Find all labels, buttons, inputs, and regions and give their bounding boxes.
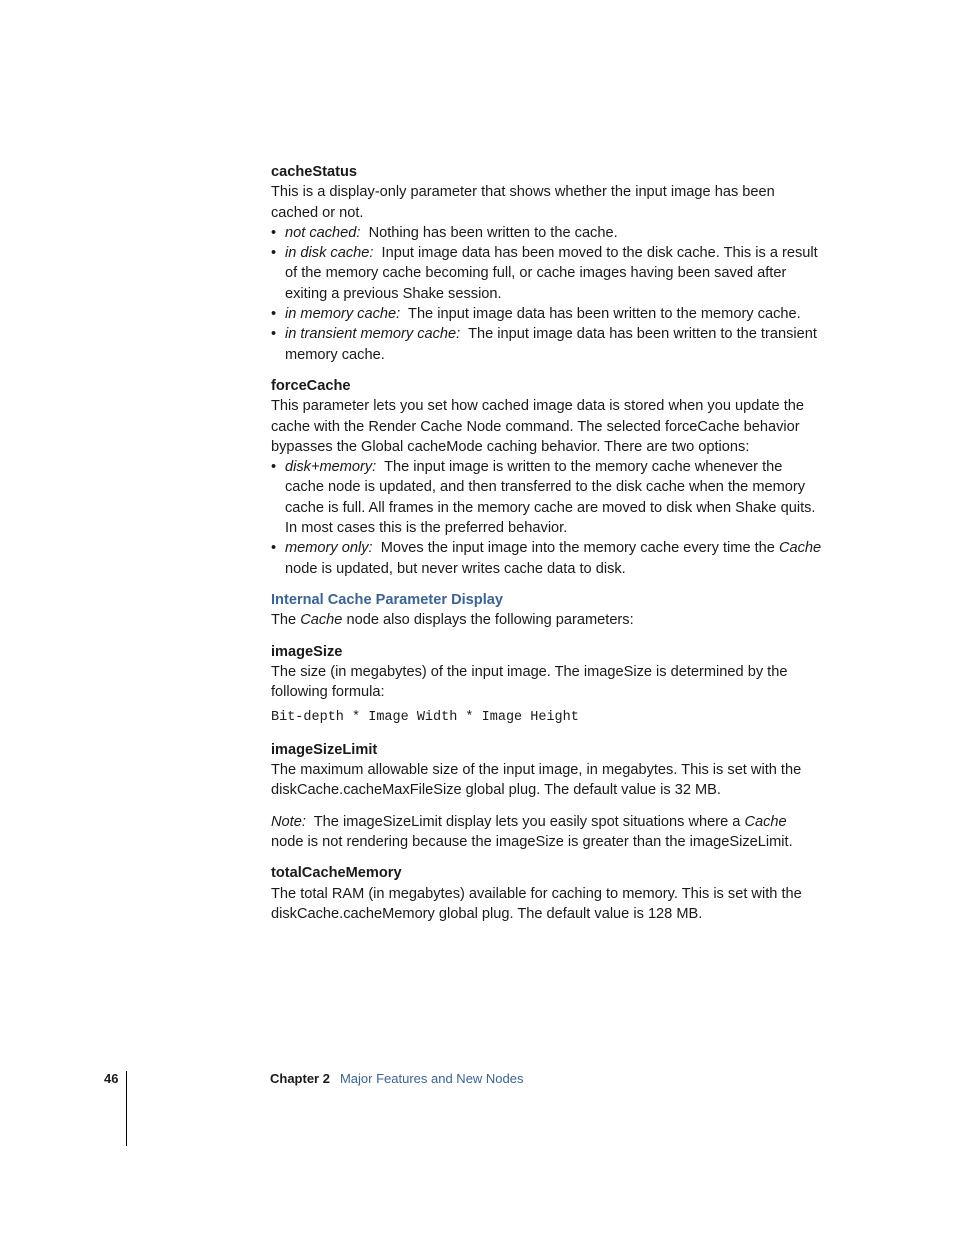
param-description: The size (in megabytes) of the input image. The imageSize is determined by the following formula: [271, 663, 788, 701]
list-item: • in transient memory cache: The input image data has been written to the transient memory cache. [271, 324, 823, 365]
param-description: This is a display-only parameter that shows whether the input image has been cached or not. [271, 184, 775, 221]
option-list [271, 457, 823, 579]
page-content [271, 162, 823, 924]
section-intro: The Cache node also displays the following parameters: [271, 612, 634, 629]
param-heading-imagesize: imageSize [271, 643, 343, 660]
formula-code: Bit-depth * Image Width * Image Height [271, 710, 579, 726]
param-description: This parameter lets you set how cached image data is stored when you update the cache with the Render Cache Node command. The selected forceCache behavior bypasses the Global cacheMode caching behavior. There are two options: [271, 398, 804, 455]
chapter-label: Chapter 2 [270, 1071, 330, 1086]
param-heading-forcecache: forceCache [271, 377, 351, 394]
param-heading-cachestatus: cacheStatus [271, 164, 357, 180]
list-item: • in disk cache: Input image data has been moved to the disk cache. This is a result of the memory cache becoming full, or cache images having been saved after exiting a previous Shake session. [271, 243, 823, 304]
param-heading-totalcachememory: totalCacheMemory [271, 865, 402, 882]
param-heading-imagesizelimit: imageSizeLimit [271, 741, 378, 758]
footer-divider [126, 1071, 127, 1146]
list-item: • disk+memory: The input image is written to the memory cache whenever the cache node is updated, and then transferred to the disk cache when the memory cache is full. All frames in the memory cache are moved to disk when Shake quits. In most cases this is the preferred behavior. [271, 457, 823, 538]
list-item: • in memory cache: The input image data has been written to the memory cache. [271, 304, 823, 324]
list-item: • memory only: Moves the input image into the memory cache every time the Cache node is updated, but never writes cache data to disk. [271, 538, 823, 579]
chapter-footer [270, 1071, 524, 1086]
note-paragraph: Note: The imageSizeLimit display lets you easily spot situations where a Cache node is not rendering because the imageSize is greater than the imageSizeLimit. [271, 813, 793, 850]
param-description: The maximum allowable size of the input image, in megabytes. This is set with the diskCache.cacheMaxFileSize global plug. The default value is 32 MB. [271, 762, 802, 799]
section-title: Internal Cache Parameter Display [271, 591, 503, 608]
chapter-title-link[interactable]: Major Features and New Nodes [339, 1071, 524, 1086]
param-description: The total RAM (in megabytes) available for caching to memory. This is set with the diskCache.cacheMemory global plug. The default value is 128 MB. [271, 885, 802, 922]
list-item: • not cached: Nothing has been written to the cache. [271, 223, 823, 243]
page-number: 46 [104, 1071, 119, 1086]
option-list [271, 223, 823, 365]
